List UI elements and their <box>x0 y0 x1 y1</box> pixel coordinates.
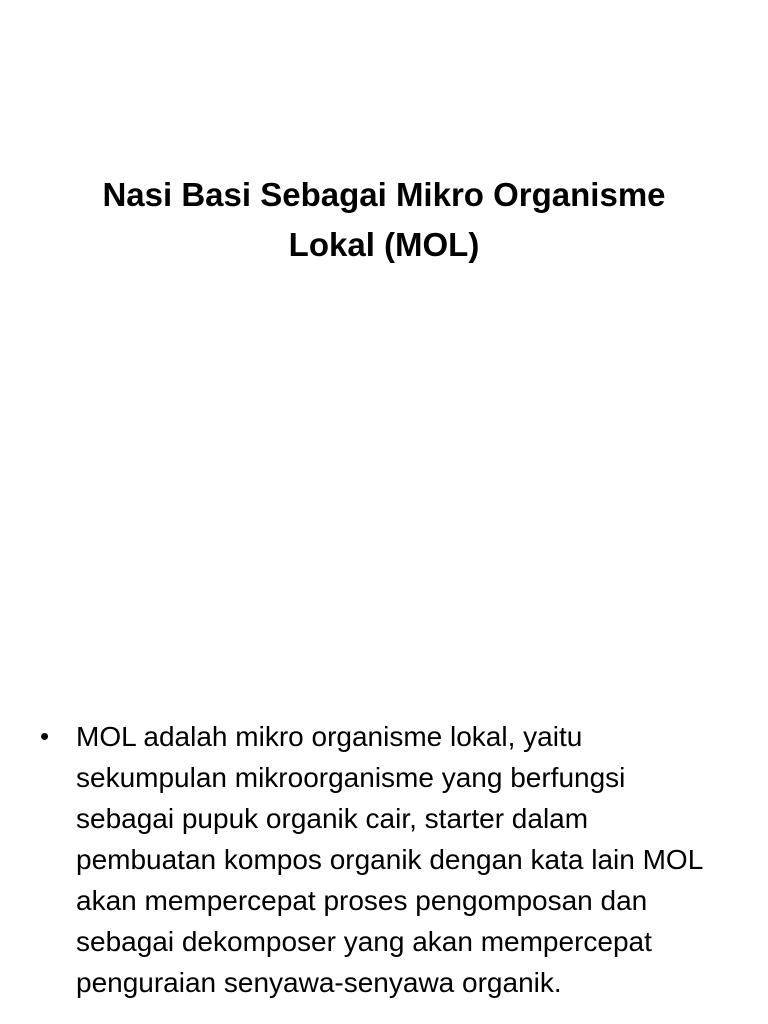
slide-title-line-2: Lokal (MOL) <box>288 226 480 263</box>
slide-title-line-1: Nasi Basi Sebagai Mikro Organisme <box>102 176 666 213</box>
bullet-dot-icon: • <box>40 721 50 751</box>
slide-title <box>40 170 728 270</box>
slide-content <box>40 716 720 1003</box>
bullet-item <box>40 716 720 1003</box>
bullet-text: MOL adalah mikro organisme lokal, yaitu sekumpulan mikroorganisme yang berfungsi sebagai pupuk organik cair, starter dalam pembuatan kompos organik dengan kata lain MOL akan mempercepat proses pengomposan dan sebagai dekomposer yang akan mempercepat penguraian senyawa-senyawa organik. <box>76 721 703 998</box>
